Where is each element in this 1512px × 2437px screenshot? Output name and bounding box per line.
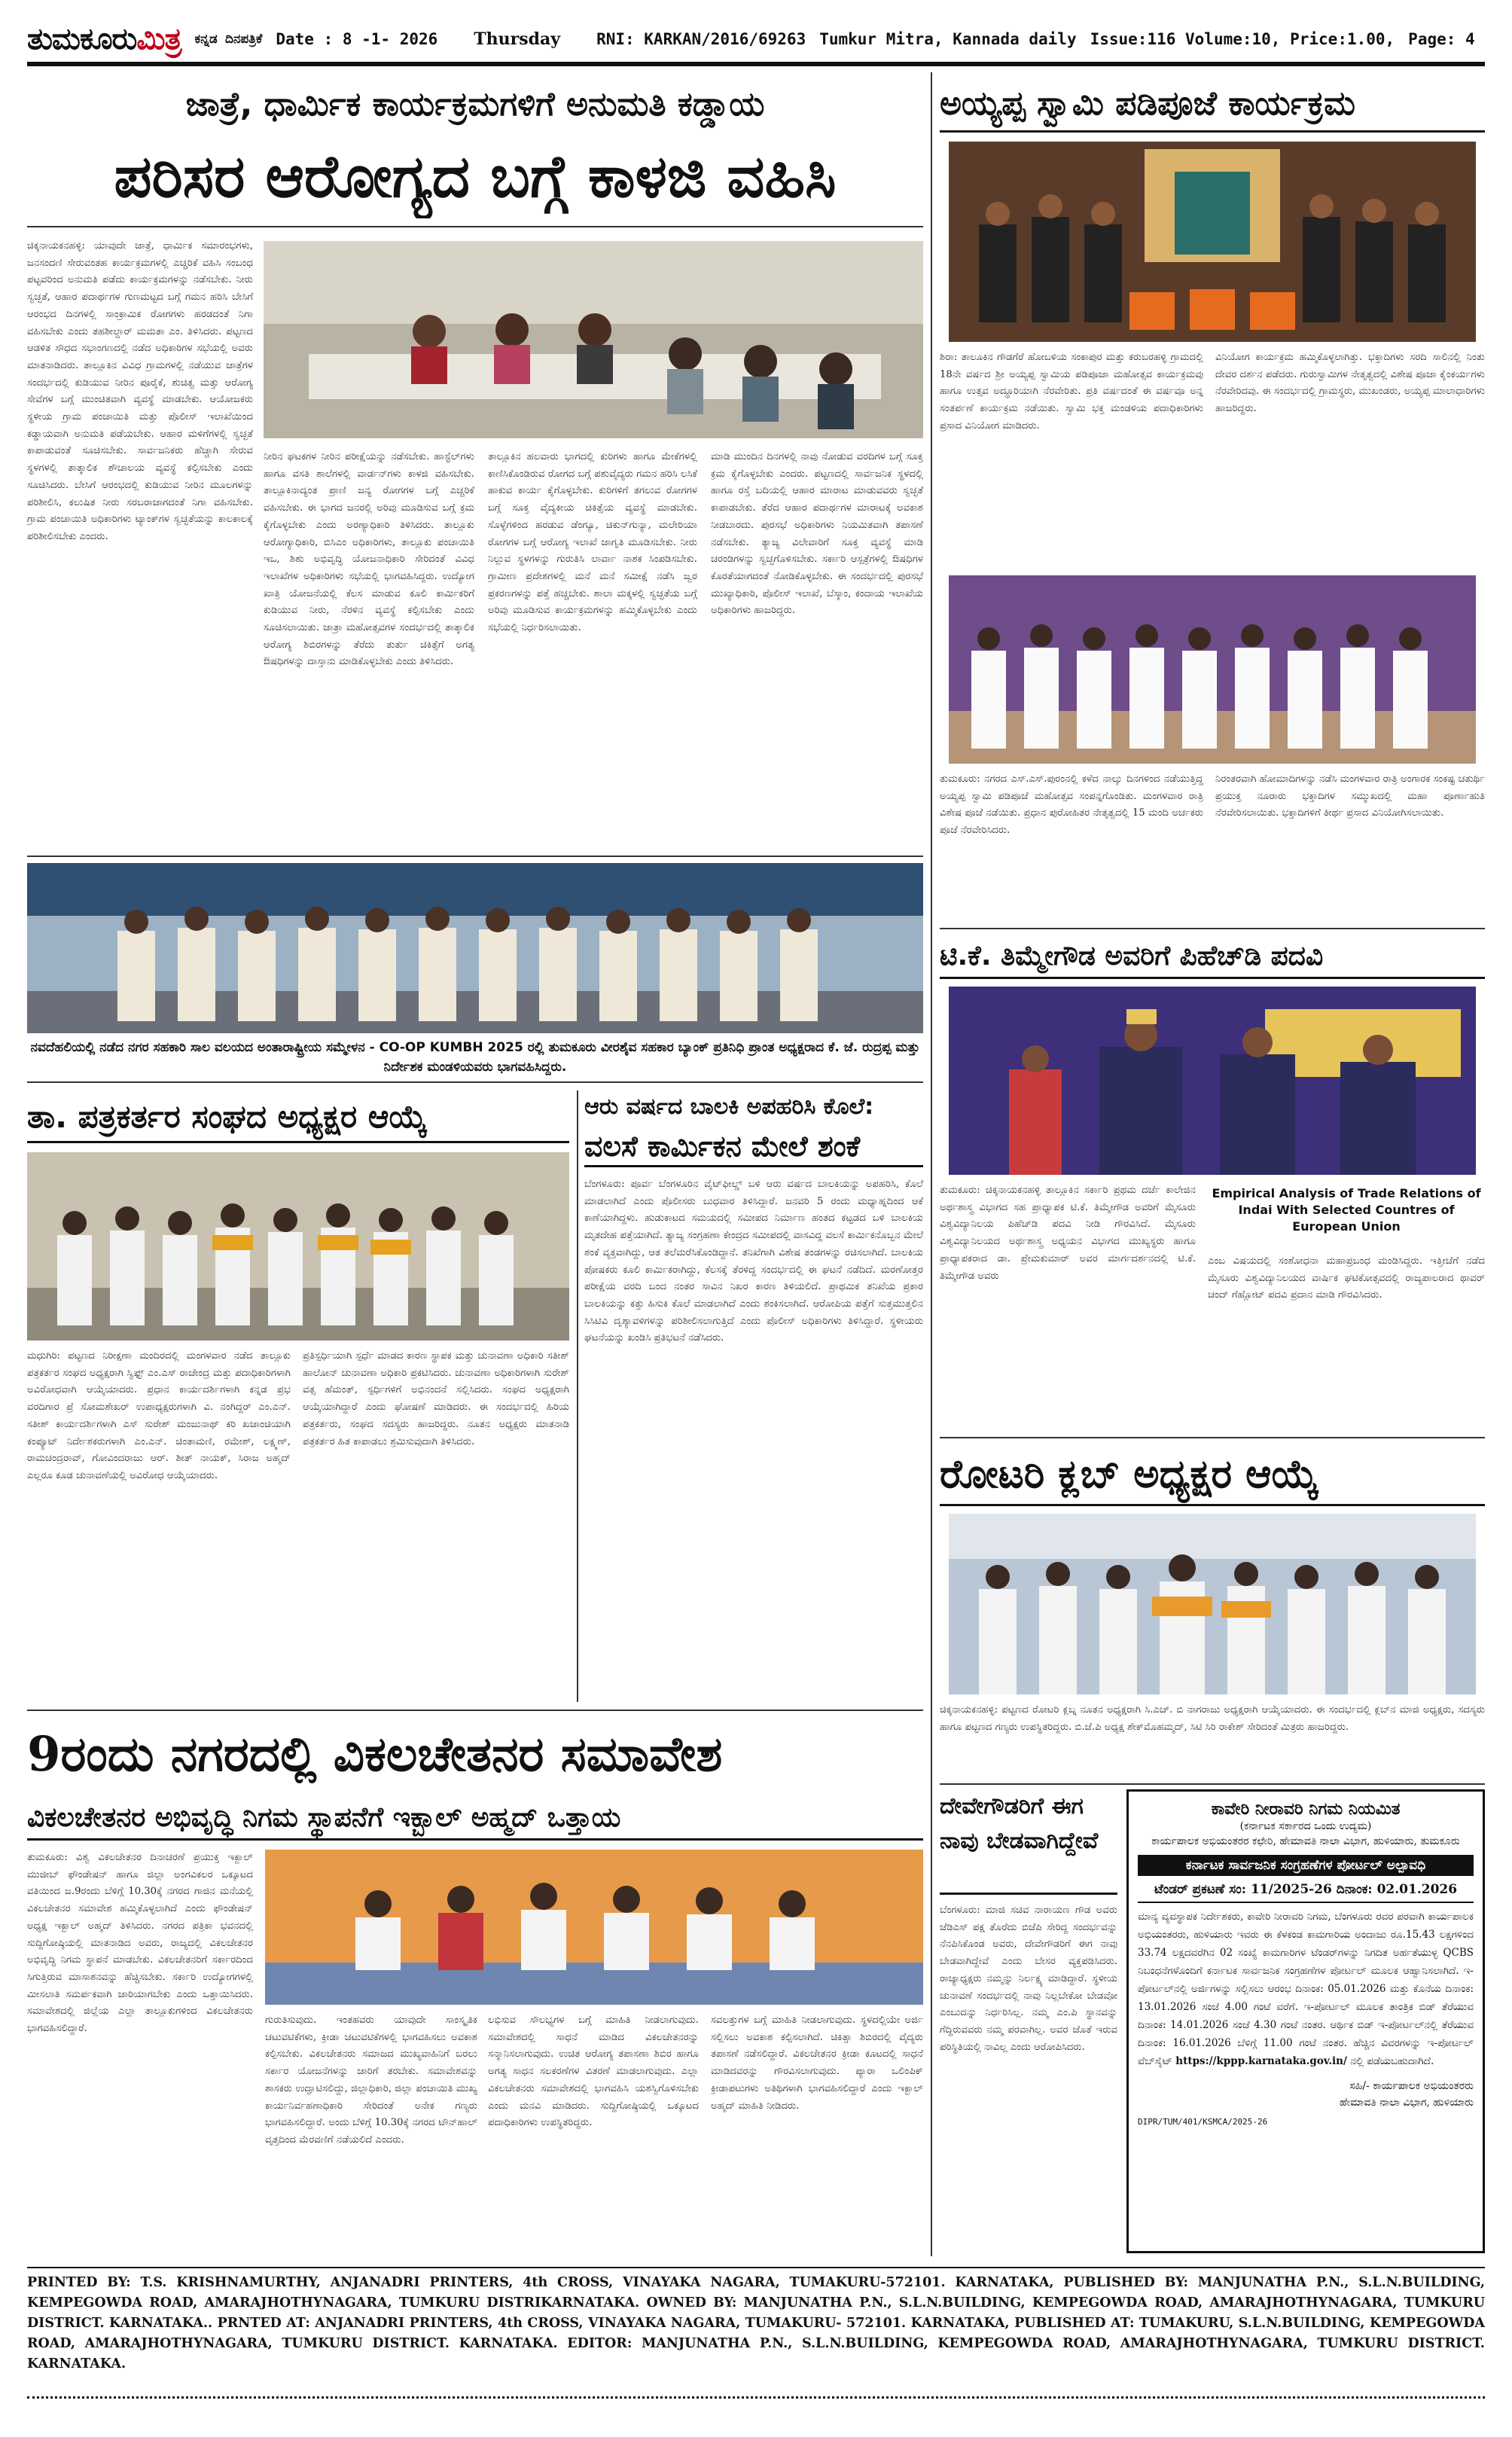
notice-subtitle-2: ಕಾರ್ಯಪಾಲಕ ಅಭಿಯಂತರರ ಕಛೇರಿ, ಹೇಮಾವತಿ ನಾಲಾ ವಿಭಾಗ, ಹುಳಿಯಾರು, ತುಮಕೂರು: [1151, 1835, 1460, 1847]
disabled-headline: 9ರಂದು ನಗರದಲ್ಲಿ ವಿಕಲಚೇತನರ ಸಮಾವೇಶ: [27, 1726, 723, 1783]
notice-tender-number: ಟೆಂಡರ್ ಪ್ರಕಟಣೆ ಸಂ: 11/2025-26 ದಿನಾಂಕ: 02.01.2026: [1138, 1882, 1474, 1903]
coop-kumbh-caption: ನವದೆಹಲಿಯಲ್ಲಿ ನಡೆದ ನಗರ ಸಹಕಾರಿ ಸಾಲ ವಲಯದ ಅಂತಾರಾಷ್ಟ್ರೀಯ ಸಮ್ಮೇಳನ - CO-OP KUMBH 2025 ರಲ್ಲಿ ತುಮಕೂರು ವೀರಶೈವ ಸಹಕಾರ ಬ್ಯಾಂಕ್ ಪ್ರತಿನಿಧಿ ಪ್ರಾಂತ ಅಧ್ಯಕ್ಷರಾದ ಕೆ. ಜೆ. ರುದ್ರಪ್ಪ ಮತ್ತು ನಿರ್ದೇಶಕ ಮಂಡಳಿಯವರು ಭಾಗವಹಿಸಿದ್ದರು.: [30, 1040, 920, 1075]
footer-dotted-rule: [27, 2396, 1485, 2399]
lead-column-2: ನೀರಿನ ಘಟಕಗಳ ನೀರಿನ ಪರೀಕ್ಷೆಯನ್ನು ನಡೆಸಬೇಕು. ಹಾಸ್ಟೆಲ್‌ಗಳು ಹಾಗೂ ವಸತಿ ಶಾಲೆಗಳಲ್ಲಿ ವಾರ್ಡನ್‌ಗಳು ಕಾಳಜಿ ವಹಿಸಬೇಕು. ತಾಲ್ಲೂಕಿನಾದ್ಯಂತ ಪ್ರಾಣಿ ಜನ್ಯ ರೋಗಗಳ ಬಗ್ಗೆ ಎಚ್ಚರಿಕೆ ವಹಿಸಬೇಕು. ಈ ಭಾಗದ ಜನರಲ್ಲಿ ಅರಿವು ಮೂಡಿಸುವ ಬಗ್ಗೆ ಕ್ರಮ ಕೈಗೊಳ್ಳಬೇಕು ಎಂದು ಅರಣ್ಯಾಧಿಕಾರಿ ತಿಳಿಸಿದರು. ತಾಲ್ಲೂಕು ಆರೋಗ್ಯಾಧಿಕಾರಿ, ಬಿಸಿಎಂ ಅಧಿಕಾರಿಗಳು, ತಾಲ್ಲೂಕು ಪಂಚಾಯಿತಿ ಇಒ, ಶಿಶು ಅಭಿವೃದ್ಧಿ ಯೋಜನಾಧಿಕಾರಿ ಸೇರಿದಂತೆ ವಿವಿಧ ಇಲಾಖೆಗಳ ಅಧಿಕಾರಿಗಳು ಸಭೆಯಲ್ಲಿ ಭಾಗವಹಿಸಿದ್ದರು. ಉದ್ಯೋಗ ಖಾತ್ರಿ ಯೋಜನೆಯಲ್ಲಿ ಕೆಲಸ ಮಾಡುವ ಕೂಲಿ ಕಾರ್ಮಿಕರಿಗೆ ಕುಡಿಯುವ ನೀರು, ನೆರಳಿನ ವ್ಯವಸ್ಥೆ ಕಲ್ಪಿಸಬೇಕು ಎಂದು ಸೂಚಿಸಲಾಯಿತು. ಜಾತ್ರಾ ಮಹೋತ್ಸವಗಳ ಸಂದರ್ಭದಲ್ಲಿ ತಾತ್ಕಾಲಿಕ ಆರೋಗ್ಯ ಶಿಬಿರಗಳನ್ನು ತೆರೆದು ತುರ್ತು ಚಿಕಿತ್ಸೆಗೆ ಅಗತ್ಯ ಔಷಧಿಗಳನ್ನು ದಾಸ್ತಾನು ಮಾಡಿಕೊಳ್ಳಬೇಕು ಎಂದು ತಿಳಿಸಿದರು.: [264, 451, 474, 668]
disabled-column-2: ಗುರುತಿಸುವುದು. ಇಂತಹವರು ಯಾವುದೇ ಸಾಂಸ್ಕೃತಿಕ ಚಟುವಟಿಕೆಗಳು, ಕ್ರೀಡಾ ಚಟುವಟಿಕೆಗಳಲ್ಲಿ ಭಾಗವಹಿಸಲು ಅವಕಾಶ ಕಲ್ಪಿಸಬೇಕು. ವಿಕಲಚೇತನರು ಸಮಾಜದ ಮುಖ್ಯವಾಹಿನಿಗೆ ಬರಲು ಸರ್ಕಾರ ಯೋಜನೆಗಳನ್ನು ಜಾರಿಗೆ ತರಬೇಕು. ಸಮಾವೇಶವನ್ನು ಶಾಸಕರು ಉದ್ಘಾಟಿಸಲಿದ್ದು, ಜಿಲ್ಲಾಧಿಕಾರಿ, ಜಿಲ್ಲಾ ಪಂಚಾಯಿತಿ ಮುಖ್ಯ ಕಾರ್ಯನಿರ್ವಹಣಾಧಿಕಾರಿ ಸೇರಿದಂತೆ ಅನೇಕ ಗಣ್ಯರು ಭಾಗವಹಿಸಲಿದ್ದಾರೆ. ಅಂದು ಬೆಳಿಗ್ಗೆ 10.30ಕ್ಕೆ ನಗರದ ಟೌನ್‌ಹಾಲ್ ವೃತ್ತದಿಂದ ಮೆರವಣಿಗೆ ನಡೆಯಲಿದೆ ಎಂದರು.: [265, 2015, 477, 2146]
lead-column-4: ಮಾಡಿ ಮುಂದಿನ ದಿನಗಳಲ್ಲಿ ನಾವು ನೋಡುವ ವರದಿಗಳ ಬಗ್ಗೆ ಸೂಕ್ತ ಕ್ರಮ ಕೈಗೊಳ್ಳಬೇಕು ಎಂದರು. ಪಟ್ಟಣದಲ್ಲಿ ಸಾರ್ವಜನಿಕ ಸ್ಥಳದಲ್ಲಿ ಹಾಗೂ ರಸ್ತೆ ಬದಿಯಲ್ಲಿ ಆಹಾರ ಮಾರಾಟ ಮಾಡುವವರು ಸ್ವಚ್ಛತೆ ಕಾಪಾಡಬೇಕು. ತೆರೆದ ಆಹಾರ ಪದಾರ್ಥಗಳ ಮಾರಾಟಕ್ಕೆ ಅವಕಾಶ ನೀಡಬಾರದು. ಪುರಸಭೆ ಅಧಿಕಾರಿಗಳು ನಿಯಮಿತವಾಗಿ ತಪಾಸಣೆ ನಡೆಸಬೇಕು. ತ್ಯಾಜ್ಯ ವಿಲೇವಾರಿಗೆ ಸೂಕ್ತ ವ್ಯವಸ್ಥೆ ಮಾಡಿ ಚರಂಡಿಗಳನ್ನು ಸ್ವಚ್ಛಗೊಳಿಸಬೇಕು. ಸರ್ಕಾರಿ ಆಸ್ಪತ್ರೆಗಳಲ್ಲಿ ಔಷಧಿಗಳ ಕೊರತೆಯಾಗದಂತೆ ನೋಡಿಕೊಳ್ಳಬೇಕು. ಈ ಸಂದರ್ಭದಲ್ಲಿ ಪುರಸಭೆ ಮುಖ್ಯಾಧಿಕಾರಿ, ಪೊಲೀಸ್ ಇಲಾಖೆ, ಬೆಸ್ಕಾಂ, ಕಂದಾಯ ಇಲಾಖೆಯ ಅಧಿಕಾರಿಗಳು ಹಾಜರಿದ್ದರು.: [711, 451, 923, 617]
phd-top-rule: [940, 928, 1485, 929]
tender-notice: [1126, 1789, 1485, 2253]
devegowda-top-rule: [940, 1783, 1485, 1785]
kidnap-headline-2: ವಲಸೆ ಕಾರ್ಮಿಕನ ಮೇಲೆ ಶಂಕೆ: [584, 1125, 923, 1167]
lead-column-1: ಚಿಕ್ಕನಾಯಕನಹಳ್ಳಿ: ಯಾವುದೇ ಜಾತ್ರೆ, ಧಾರ್ಮಿಕ ಸಮಾರಂಭಗಳು, ಜನಸಂದಣಿ ಸೇರುವಂತಹ ಕಾರ್ಯಕ್ರಮಗಳಲ್ಲಿ ಎಚ್ಚರಿಕೆ ವಹಿಸಿ ಸಂಬಂಧ ಪಟ್ಟವರಿಂದ ಅನುಮತಿ ಪಡೆದು ಕಾರ್ಯಕ್ರಮಗಳನ್ನು ನಡೆಸಬೇಕು. ನೀರು ಸ್ವಚ್ಛತೆ, ಆಹಾರ ಪದಾರ್ಥಗಳ ಗುಣಮಟ್ಟದ ಬಗ್ಗೆ ಗಮನ ಹರಿಸಿ ಬೇಸಿಗೆ ಆರಂಭದ ದಿನಗಳಲ್ಲಿ ಸಾಂಕ್ರಾಮಿಕ ರೋಗಗಳು ಹರಡದಂತೆ ನಿಗಾ ವಹಿಸಬೇಕು ಎಂದು ತಹಶೀಲ್ದಾರ್ ಮಮತಾ ಎಂ. ತಿಳಿಸಿದರು. ಪಟ್ಟಣದ ಆಡಳಿತ ಸೌಧದ ಸಭಾಂಗಣದಲ್ಲಿ ನಡೆದ ಅಧಿಕಾರಿಗಳ ಸಭೆಯಲ್ಲಿ ಅವರು ಮಾತನಾಡಿದರು. ತಾಲ್ಲೂಕಿನ ವಿವಿಧ ಗ್ರಾಮಗಳಲ್ಲಿ ನಡೆಯುವ ಜಾತ್ರೆಗಳ ಸಂದರ್ಭದಲ್ಲಿ ಕುಡಿಯುವ ನೀರಿನ ಪೂರೈಕೆ, ಶುಚಿತ್ವ ಮತ್ತು ಆರೋಗ್ಯ ಸೇವೆಗಳ ಬಗ್ಗೆ ಮುಂಚಿತವಾಗಿ ವ್ಯವಸ್ಥೆ ಮಾಡಬೇಕು. ಆಯೋಜಕರು ಸ್ಥಳೀಯ ಗ್ರಾಮ ಪಂಚಾಯಿತಿ ಮತ್ತು ಪೊಲೀಸ್ ಇಲಾಖೆಯಿಂದ ಕಡ್ಡಾಯವಾಗಿ ಅನುಮತಿ ಪಡೆಯಬೇಕು. ಆಹಾರ ಮಳಿಗೆಗಳಲ್ಲಿ ಸ್ವಚ್ಛತೆ ಕಾಪಾಡುವಂತೆ ಸೂಚಿಸಬೇಕು. ಸಾರ್ವಜನಿಕರು ಹೆಚ್ಚಾಗಿ ಸೇರುವ ಸ್ಥಳಗಳಲ್ಲಿ ತಾತ್ಕಾಲಿಕ ಶೌಚಾಲಯ ವ್ಯವಸ್ಥೆ ಕಲ್ಪಿಸಬೇಕು ಎಂದು ಸೂಚಿಸಿದರು. ಬೇಸಿಗೆ ಆರಂಭದಲ್ಲಿ ಕುಡಿಯುವ ನೀರಿನ ಮೂಲಗಳನ್ನು ಪರಿಶೀಲಿಸಿ, ಕಲುಷಿತ ನೀರು ಸರಬರಾಜಾಗದಂತೆ ನಿಗಾ ವಹಿಸಬೇಕು. ಗ್ರಾಮ ಪಂಚಾಯಿತಿ ಅಧಿಕಾರಿಗಳು ಟ್ಯಾಂಕ್‌ಗಳ ಸ್ವಚ್ಛತೆಯನ್ನು ಕಾಲಕಾಲಕ್ಕೆ ಪರಿಶೀಲಿಸಬೇಕು ಎಂದರು.: [27, 240, 253, 542]
rotary-headline: ರೋಟರಿ ಕ್ಲಬ್ ಅಧ್ಯಕ್ಷರ ಆಯ್ಕೆ: [940, 1443, 1485, 1506]
disabled-subhead: ವಿಕಲಚೇತನರ ಅಭಿವೃದ್ಧಿ ನಿಗಮ ಸ್ಥಾಪನೆಗೆ ಇಕ್ಬಾಲ್ ಅಹ್ಮದ್ ಒತ್ತಾಯ: [27, 1795, 923, 1841]
rotary-photo: [949, 1514, 1476, 1694]
journalists-divider: [577, 1090, 578, 1702]
imprint-footer: PRINTED BY: T.S. KRISHNAMURTHY, ANJANADRI PRINTERS, 4th CROSS, VINAYAKA NAGARA, TUMAKURU-572101. KARNATAKA, PUBLISHED BY: MANJUNATHA P.N., S.L.N.BUILDING, KEMPEGOWDA ROAD, AMARAJHOTHYNAGARA, TUMKURU DISTRIKARNATAKA. OWNED BY: MANJUNATHA P.N., S.L.N.BUILDING, KEMPEGOWDA ROAD, AMARAJHOTHYNAGARA, TUMKURU DISTRICT. KARNATAKA.. PRNTED AT: ANJANADRI PRINTERS, 4th CROSS, VINAYAKA NAGARA, TUMAKURU- 572101. KARNATAKA, PUBLISHED AT: TUMAKURU, S.L.N.BUILDING, KEMPEGOWDA ROAD, AMARAJHOTHYNAGARA, TUMKURU DISTRICT. KARNATAKA. EDITOR: MANJUNATHA P.N., S.L.N.BUILDING, KEMPEGOWDA ROAD, AMARAJHOTHYNAGARA, TUMKURU DISTRICT. KARNATAKA.: [27, 2267, 1485, 2374]
notice-title: ಕಾವೇರಿ ನೀರಾವರಿ ನಿಗಮ ನಿಯಮಿತ: [1211, 1799, 1401, 1819]
masthead-paper-name: Tumkur Mitra, Kannada daily: [819, 30, 1077, 48]
lead-meeting-photo: [264, 241, 923, 438]
notice-signature: ಸಹಿ/- ಕಾರ್ಯಪಾಲಕ ಅಭಿಯಂತರರು ಹೇಮಾವತಿ ನಾಲಾ ವಿಭಾಗ, ಹುಳಿಯಾರು: [1339, 2080, 1474, 2109]
kidnap-headline-1: ಆರು ವರ್ಷದ ಬಾಲಕಿ ಅಪಹರಿಸಿ ಕೊಲೆ:: [584, 1093, 874, 1120]
ayyappa-column-4: ನಿರಂತರವಾಗಿ ಹೋಮಾದಿಗಳನ್ನು ನಡೆಸಿ ಮಂಗಳವಾರ ರಾತ್ರಿ ಅಂಗಾರಕ ಸಂಕಷ್ಟ ಚತುರ್ಥಿ ಪ್ರಯುಕ್ತ ನೂರಾರು ಭಕ್ತಾದಿಗಳ ಸಮ್ಮುಖದಲ್ಲಿ ಮಹಾ ಪೂರ್ಣಾಹುತಿ ನೆರವೇರಿಸಲಾಯಿತು. ಭಕ್ತಾದಿಗಳಿಗೆ ತೀರ್ಥ ಪ್ರಸಾದ ವಿನಿಯೋಗಿಸಲಾಯಿತು.: [1215, 773, 1485, 819]
coop-kumbh-photo: [27, 863, 923, 1033]
disabled-column-1: ತುಮಕೂರು: ವಿಶ್ವ ವಿಕಲಚೇತನರ ದಿನಾಚರಣೆ ಪ್ರಯುಕ್ತ ಇಕ್ಬಾಲ್ ಮುಜೀಬ್ ಫೌಂಡೇಷನ್ ಹಾಗೂ ಜಿಲ್ಲಾ ಅಂಗವಿಕಲರ ಒಕ್ಕೂಟದ ವತಿಯಿಂದ ಜ.9ರಂದು ಬೆಳಿಗ್ಗೆ 10.30ಕ್ಕೆ ನಗರದ ಗಾಜಿನ ಮನೆಯಲ್ಲಿ ವಿಕಲಚೇತನರ ಸಮಾವೇಶ ಹಮ್ಮಿಕೊಳ್ಳಲಾಗಿದೆ ಎಂದು ಫೌಂಡೇಷನ್ ಅಧ್ಯಕ್ಷ ಇಕ್ಬಾಲ್ ಅಹ್ಮದ್ ತಿಳಿಸಿದರು. ನಗರದ ಪತ್ರಿಕಾ ಭವನದಲ್ಲಿ ಸುದ್ದಿಗೋಷ್ಠಿಯಲ್ಲಿ ಮಾತನಾಡಿದ ಅವರು, ರಾಜ್ಯದಲ್ಲಿ ವಿಕಲಚೇತನರ ಅಭಿವೃದ್ಧಿ ನಿಗಮ ಸ್ಥಾಪನೆ ಮಾಡಬೇಕು. ವಿಕಲಚೇತನರಿಗೆ ಸರ್ಕಾರದಿಂದ ಸಿಗುತ್ತಿರುವ ಮಾಸಾಶನವನ್ನು ಹೆಚ್ಚಿಸಬೇಕು. ಸರ್ಕಾರಿ ಉದ್ಯೋಗಗಳಲ್ಲಿ ಮೀಸಲಾತಿ ಸಮರ್ಪಕವಾಗಿ ಜಾರಿಯಾಗಬೇಕು ಎಂದು ಒತ್ತಾಯಿಸಿದರು. ಸಮಾವೇಶದಲ್ಲಿ ಜಿಲ್ಲೆಯ ಎಲ್ಲಾ ತಾಲ್ಲೂಕುಗಳಿಂದ ವಿಕಲಚೇತನರು ಭಾಗವಹಿಸಲಿದ್ದಾರೆ.: [27, 1852, 253, 2035]
ayyappa-group-photo: [949, 142, 1476, 342]
main-column-divider: [931, 72, 932, 2256]
phd-thesis-title: Empirical Analysis of Trade Relations of Indai With Selected Countres of European Union: [1212, 1186, 1481, 1234]
lead-rule: [27, 226, 923, 227]
lead-kicker: ಜಾತ್ರೆ, ಧಾರ್ಮಿಕ ಕಾರ್ಯಕ್ರಮಗಳಿಗೆ ಅನುಮತಿ ಕಡ್ಡಾಯ: [185, 85, 765, 124]
devegowda-headline: ದೇವೇಗೌಡರಿಗೆ ಈಗ ನಾವು ಬೇಡವಾಗಿದ್ದೇವೆ: [940, 1789, 1117, 1895]
rotary-top-rule: [940, 1437, 1485, 1438]
masthead-logo: ತುಮಕೂರುಮಿತ್ರ: [27, 22, 181, 56]
disabled-press-photo: [265, 1850, 923, 2005]
masthead: [27, 17, 1485, 66]
phd-body: ತುಮಕೂರು: ಚಿಕ್ಕನಾಯಕನಹಳ್ಳಿ ತಾಲ್ಲೂಕಿನ ಸರ್ಕಾರಿ ಪ್ರಥಮ ದರ್ಜೆ ಕಾಲೇಜಿನ ಅರ್ಥಶಾಸ್ತ್ರ ವಿಭಾಗದ ಸಹ ಪ್ರಾಧ್ಯಾಪಕ ಟಿ.ಕೆ. ತಿಮ್ಮೇಗೌಡ ಅವರಿಗೆ ಮೈಸೂರು ವಿಶ್ವವಿದ್ಯಾನಿಲಯ ಪಿಹೆಚ್‌ಡಿ ಪದವಿ ನೀಡಿ ಗೌರವಿಸಿದೆ. ಮೈಸೂರು ವಿಶ್ವವಿದ್ಯಾನಿಲಯದ ಅರ್ಥಶಾಸ್ತ್ರ ಅಧ್ಯಯನ ವಿಭಾಗದ ಮುಖ್ಯಸ್ಥರು ಹಾಗೂ ಪ್ರಾಧ್ಯಾಪಕರಾದ ಡಾ. ಪ್ರೇಮಕುಮಾರ್ ಅವರ ಮಾರ್ಗದರ್ಶನದಲ್ಲಿ ಟಿ.ಕೆ. ತಿಮ್ಮೇಗೌಡ ಅವರು: [940, 1185, 1196, 1282]
journalists-photo: [27, 1152, 569, 1341]
ayyappa-column-2: ವಿನಿಯೋಗ ಕಾರ್ಯಕ್ರಮ ಹಮ್ಮಿಕೊಳ್ಳಲಾಗಿತ್ತು. ಭಕ್ತಾದಿಗಳು ಸರದಿ ಸಾಲಿನಲ್ಲಿ ನಿಂತು ದೇವರ ದರ್ಶನ ಪಡೆದರು. ಗುರುಸ್ವಾಮಿಗಳ ನೇತೃತ್ವದಲ್ಲಿ ವಿಶೇಷ ಪೂಜಾ ಕೈಂಕರ್ಯಗಳು ನೆರವೇರಿದವು. ಈ ಸಂದರ್ಭದಲ್ಲಿ ಗ್ರಾಮಸ್ಥರು, ಮುಖಂಡರು, ಅಯ್ಯಪ್ಪ ಮಾಲಾಧಾರಿಗಳು ಹಾಜರಿದ್ದರು.: [1215, 352, 1485, 415]
phd-body-2: ಎಂಬ ವಿಷಯದಲ್ಲಿ ಸಂಶೋಧನಾ ಮಹಾಪ್ರಬಂಧ ಮಂಡಿಸಿದ್ದರು. ಇತ್ತೀಚೆಗೆ ನಡೆದ ಮೈಸೂರು ವಿಶ್ವವಿದ್ಯಾನಿಲಯದ ವಾರ್ಷಿಕ ಘಟಿಕೋತ್ಸವದಲ್ಲಿ ರಾಜ್ಯಪಾಲರಾದ ಥಾವರ್ ಚಂದ್ ಗೆಹ್ಲೋಟ್ ಪದವಿ ಪ್ರದಾನ ಮಾಡಿ ಗೌರವಿಸಿದರು.: [1208, 1255, 1485, 1301]
lead-headline: ಪರಿಸರ ಆರೋಗ್ಯದ ಬಗ್ಗೆ ಕಾಳಜಿ ವಹಿಸಿ: [114, 142, 837, 211]
coop-rule: [27, 1081, 923, 1083]
devegowda-body: ಬೆಂಗಳೂರು: ಮಾಜಿ ಸಚಿವ ನಾರಾಯಣ ಗೌಡ ಅವರು ಜೆಡಿಎಸ್ ಪಕ್ಷ ತೊರೆದು ಬಿಜೆಪಿ ಸೇರಿದ್ದ ಸಂದರ್ಭವನ್ನು ನೆನಪಿಸಿಕೊಂಡ ಅವರು, ದೇವೇಗೌಡರಿಗೆ ಈಗ ನಾವು ಬೇಡವಾಗಿದ್ದೇವೆ ಎಂದು ಬೇಸರ ವ್ಯಕ್ತಪಡಿಸಿದರು. ರಾಜ್ಯಾಧ್ಯಕ್ಷರು ನಮ್ಮನ್ನು ನಿರ್ಲಕ್ಷ್ಯ ಮಾಡಿದ್ದಾರೆ. ಸ್ಥಳೀಯ ಚುನಾವಣೆ ಸಂದರ್ಭದಲ್ಲಿ ನಾವು ನಿಲ್ಲಬೇಕೋ ಬೇಡವೋ ಎಂಬುದನ್ನು ನಿರ್ಧರಿಸಿಲ್ಲ. ನಮ್ಮ ಎಂ.ಪಿ ಸ್ಥಾನವನ್ನು ಗೆದ್ದಿರುವವರು ನಮ್ಮ ಪರವಾಗಿಲ್ಲ. ಅವರ ಜೊತೆ ಇರುವ ಪರಿಸ್ಥಿತಿಯಲ್ಲಿ ನಾವಿಲ್ಲ ಎಂದು ಆರೋಪಿಸಿದರು.: [940, 1905, 1117, 2053]
disabled-column-3: ಲಭಿಸುವ ಸೌಲಭ್ಯಗಳ ಬಗ್ಗೆ ಮಾಹಿತಿ ನೀಡಲಾಗುವುದು. ಸಮಾವೇಶದಲ್ಲಿ ಸಾಧನೆ ಮಾಡಿದ ವಿಕಲಚೇತನರನ್ನು ಸನ್ಮಾನಿಸಲಾಗುವುದು. ಉಚಿತ ಆರೋಗ್ಯ ತಪಾಸಣಾ ಶಿಬಿರ ಹಾಗೂ ಅಗತ್ಯ ಸಾಧನ ಸಲಕರಣೆಗಳ ವಿತರಣೆ ಮಾಡಲಾಗುವುದು. ಎಲ್ಲಾ ವಿಕಲಚೇತನರು ಸಮಾವೇಶದಲ್ಲಿ ಭಾಗವಹಿಸಿ ಯಶಸ್ವಿಗೊಳಿಸಬೇಕು ಎಂದು ಮನವಿ ಮಾಡಿದರು. ಸುದ್ದಿಗೋಷ್ಠಿಯಲ್ಲಿ ಒಕ್ಕೂಟದ ಪದಾಧಿಕಾರಿಗಳು ಉಪಸ್ಥಿತರಿದ್ದರು.: [488, 2015, 699, 2129]
notice-url: https://kppp.karnataka.gov.in/: [1175, 2055, 1347, 2067]
ayyappa-column-3: ತುಮಕೂರು: ನಗರದ ಎಸ್.ಎಸ್.ಪುರಂನಲ್ಲಿ ಕಳೆದ ನಾಲ್ಕು ದಿನಗಳಿಂದ ನಡೆಯುತ್ತಿದ್ದ ಅಯ್ಯಪ್ಪ ಸ್ವಾಮಿ ಪಡಿಪೂಜೆ ಮಹೋತ್ಸವ ಸಂಪನ್ನಗೊಂಡಿತು. ಮಂಗಳವಾರ ರಾತ್ರಿ ವಿಶೇಷ ಪೂಜೆ ನಡೆಯಿತು. ಪ್ರಧಾನ ಪುರೋಹಿತರ ನೇತೃತ್ವದಲ್ಲಿ 15 ಮಂದಿ ಅರ್ಚಕರು ಪೂಜೆ ನೆರವೇರಿಸಿದರು.: [940, 773, 1203, 837]
phd-convocation-photo: [949, 987, 1476, 1175]
masthead-rni: RNI: KARKAN/2016/69263: [596, 30, 806, 48]
ayyappa-column-1: ಶಿರಾ: ತಾಲೂಕಿನ ಗೌಡಗೆರೆ ಹೋಬಳಿಯ ಸಂಕಾಪುರ ಮತ್ತು ಕರುಬರಹಳ್ಳಿ ಗ್ರಾಮದಲ್ಲಿ 18ನೇ ವರ್ಷದ ಶ್ರೀ ಅಯ್ಯಪ್ಪ ಸ್ವಾಮಿಯ ಪಡಿಪೂಜಾ ಮಹೋತ್ಸವ ಕಾರ್ಯಕ್ರಮವು ಹಾಗೂ ಉತ್ಸವ ಅದ್ಧೂರಿಯಾಗಿ ನೆರವೇರಿತು. ಪ್ರತಿ ವರ್ಷದಂತೆ ಈ ವರ್ಷವೂ ಅನ್ನ ಸಂತರ್ಪಣೆ ಕಾರ್ಯಕ್ರಮ ನಡೆಯಿತು. ಸ್ವಾಮಿ ಭಕ್ತ ಮಂಡಳಿಯ ಪದಾಧಿಕಾರಿಗಳು ಪ್ರಸಾದ ವಿನಿಯೋಗ ಮಾಡಿದರು.: [940, 352, 1203, 432]
rotary-body: ಚಿಕ್ಕನಾಯಕನಹಳ್ಳಿ: ಪಟ್ಟಣದ ರೋಟರಿ ಕ್ಲಬ್ನ ನೂತನ ಅಧ್ಯಕ್ಷರಾಗಿ ಸಿ.ಎಚ್. ಬಿ ನಾಗರಾಜು ಅಧ್ಯಕ್ಷರಾಗಿ ಆಯ್ಕೆಯಾದರು. ಈ ಸಂದರ್ಭದಲ್ಲಿ ಕ್ಲಬ್‌ನ ಮಾಜಿ ಅಧ್ಯಕ್ಷರು, ಸದಸ್ಯರು ಹಾಗೂ ಪಟ್ಟಣದ ಗಣ್ಯರು ಉಪಸ್ಥಿತರಿದ್ದರು. ಬಿ.ಜೆ.ಪಿ ಅಧ್ಯಕ್ಷ ಶೇಕ್‌ಮೊಹಮ್ಮದ್, ಸಿಟಿ ಸಿರಿ ರಾಕೇಶ್ ಸೇರಿದಂತೆ ಮಿತ್ರರು ಹಾಜರಿದ್ದರು.: [940, 1704, 1485, 1733]
masthead-page-number: Page: 4: [1408, 30, 1475, 48]
lead-bottom-rule: [27, 856, 923, 857]
journalists-headline: ತಾ. ಪತ್ರಕರ್ತರ ಸಂಘದ ಅಧ್ಯಕ್ಷರ ಆಯ್ಕೆ: [27, 1090, 569, 1143]
lead-column-3: ತಾಲ್ಲೂಕಿನ ಹಲವಾರು ಭಾಗದಲ್ಲಿ ಕುರಿಗಳು ಹಾಗೂ ಮೇಕೆಗಳಲ್ಲಿ ಕಾಣಿಸಿಕೊಂಡಿರುವ ರೋಗದ ಬಗ್ಗೆ ಪಶುವೈದ್ಯರು ಗಮನ ಹರಿಸಿ ಲಸಿಕೆ ಹಾಕುವ ಕಾರ್ಯ ಕೈಗೊಳ್ಳಬೇಕು. ಕುರಿಗಳಿಗೆ ತಗಲುವ ರೋಗಗಳ ಬಗ್ಗೆ ಸೂಕ್ತ ವೈದ್ಯಕೀಯ ಚಿಕಿತ್ಸೆಯ ವ್ಯವಸ್ಥೆ ಮಾಡಬೇಕು. ಸೊಳ್ಳೆಗಳಿಂದ ಹರಡುವ ಡೆಂಗ್ಯೂ, ಚಿಕುನ್‌ಗುನ್ಯಾ, ಮಲೇರಿಯಾ ರೋಗಗಳ ಬಗ್ಗೆ ಆರೋಗ್ಯ ಇಲಾಖೆ ಜಾಗೃತಿ ಮೂಡಿಸಬೇಕು. ನೀರು ನಿಲ್ಲುವ ಸ್ಥಳಗಳನ್ನು ಗುರುತಿಸಿ ಲಾರ್ವಾ ನಾಶಕ ಸಿಂಪಡಿಸಬೇಕು. ಗ್ರಾಮೀಣ ಪ್ರದೇಶಗಳಲ್ಲಿ ಮನೆ ಮನೆ ಸಮೀಕ್ಷೆ ನಡೆಸಿ ಜ್ವರ ಪ್ರಕರಣಗಳನ್ನು ಪತ್ತೆ ಹಚ್ಚಬೇಕು. ಶಾಲಾ ಮಕ್ಕಳಲ್ಲಿ ಸ್ವಚ್ಛತೆಯ ಬಗ್ಗೆ ಅರಿವು ಮೂಡಿಸುವ ಕಾರ್ಯಕ್ರಮಗಳನ್ನು ಹಮ್ಮಿಕೊಳ್ಳಬೇಕು ಎಂದು ಸಭೆಯಲ್ಲಿ ನಿರ್ಧರಿಸಲಾಯಿತು.: [488, 451, 697, 634]
masthead-tagline: ಕನ್ನಡ ದಿನಪತ್ರಿಕೆ: [194, 32, 263, 47]
journalists-column-2: ಪ್ರತಿಸ್ಪರ್ಧಿಯಾಗಿ ಸ್ಪರ್ಧೆ ಮಾಡದ ಕಾರಣ ಸ್ಥಾಪಕ ಮತ್ತು ಚುನಾವಣಾ ಅಧಿಕಾರಿ ಸತೀಶ್ ಹಾಲೋನ್ ಚುನಾವಣಾ ಅಧಿಕಾರಿ ಪ್ರಕಟಿಸಿದರು. ಚುನಾವಣಾ ಅಧಿಕಾರಿಗಳಾಗಿ ಸುರೇಶ್ ವತ್ಸ ಹೆಮಂತ್, ಸ್ಪರ್ಧಿಗಳಿಗೆ ಅಭಿನಂದನೆ ಸಲ್ಲಿಸಿದರು. ಸಂಘದ ಅಧ್ಯಕ್ಷರಾಗಿ ಆಯ್ಕೆಯಾಗಿದ್ದಾರೆ ಎಂದು ಘೋಷಣೆ ಮಾಡಿದರು. ಈ ಸಂದರ್ಭದಲ್ಲಿ ಹಿರಿಯ ಪತ್ರಕರ್ತರು, ಸಂಘದ ಸದಸ್ಯರು ಹಾಜರಿದ್ದರು. ನೂತನ ಅಧ್ಯಕ್ಷರು ಮಾತನಾಡಿ ಪತ್ರಕರ್ತರ ಹಿತ ಕಾಪಾಡಲು ಶ್ರಮಿಸುವುದಾಗಿ ತಿಳಿಸಿದರು.: [303, 1350, 569, 1447]
kidnap-body: ಬೆಂಗಳೂರು: ಪೂರ್ವ ಬೆಂಗಳೂರಿನ ವೈಟ್‌ಫೀಲ್ಡ್ ಬಳಿ ಆರು ವರ್ಷದ ಬಾಲಕಿಯನ್ನು ಅಪಹರಿಸಿ, ಕೊಲೆ ಮಾಡಲಾಗಿದೆ ಎಂದು ಪೊಲೀಸರು ಬುಧವಾರ ತಿಳಿಸಿದ್ದಾರೆ. ಜನವರಿ 5 ರಂದು ಮಧ್ಯಾಹ್ನದಿಂದ ಆಕೆ ಕಾಣೆಯಾಗಿದ್ದಳು. ಹುಡುಕಾಟದ ಸಮಯದಲ್ಲಿ ಸಮೀಪದ ನಿರ್ಮಾಣ ಹಂತದ ಕಟ್ಟಡದ ಬಳಿ ಬಾಲಕಿಯ ಮೃತದೇಹ ಪತ್ತೆಯಾಗಿದೆ. ತ್ಯಾಜ್ಯ ಸಂಗ್ರಹಣಾ ಕೇಂದ್ರದ ಸಮೀಪದಲ್ಲಿ ವಾಸವಿದ್ದ ವಲಸೆ ಕಾರ್ಮಿಕನೊಬ್ಬನ ಮೇಲೆ ಶಂಕೆ ವ್ಯಕ್ತವಾಗಿದ್ದು, ಆತ ತಲೆಮರೆಸಿಕೊಂಡಿದ್ದಾನೆ. ತನಿಖೆಗಾಗಿ ವಿಶೇಷ ತಂಡಗಳನ್ನು ರಚಿಸಲಾಗಿದೆ. ಬಾಲಕಿಯ ಪೋಷಕರು ಕೂಲಿ ಕಾರ್ಮಿಕರಾಗಿದ್ದು, ಕೆಲಸಕ್ಕೆ ತೆರಳಿದ್ದ ಸಂದರ್ಭದಲ್ಲಿ ಈ ಘಟನೆ ನಡೆದಿದೆ. ಮರಣೋತ್ತರ ಪರೀಕ್ಷೆಯ ವರದಿ ಬಂದ ನಂತರ ಸಾವಿನ ನಿಖರ ಕಾರಣ ತಿಳಿಯಲಿದೆ. ಪ್ರಾಥಮಿಕ ತನಿಖೆಯ ಪ್ರಕಾರ ಬಾಲಕಿಯನ್ನು ಕತ್ತು ಹಿಸುಕಿ ಕೊಲೆ ಮಾಡಲಾಗಿದೆ ಎಂದು ಶಂಕಿಸಲಾಗಿದೆ. ಆರೋಪಿಯ ಪತ್ತೆಗೆ ಸುತ್ತಮುತ್ತಲಿನ ಸಿಸಿಟಿವಿ ದೃಶ್ಯಾವಳಿಗಳನ್ನು ಪರಿಶೀಲಿಸಲಾಗುತ್ತಿದೆ ಎಂದು ಪೊಲೀಸ್ ಅಧಿಕಾರಿಗಳು ತಿಳಿಸಿದ್ದಾರೆ. ಸ್ಥಳೀಯರು ಘಟನೆಯನ್ನು ಖಂಡಿಸಿ ಪ್ರತಿಭಟನೆ ನಡೆಸಿದರು.: [584, 1179, 923, 1344]
ayyappa-pooja-photo: [949, 575, 1476, 764]
journalists-column-1: ಮಧುಗಿರಿ: ಪಟ್ಟಣದ ನಿರೀಕ್ಷಣಾ ಮಂದಿರದಲ್ಲಿ ಮಂಗಳವಾರ ನಡೆದ ತಾಲ್ಲೂಕು ಪತ್ರಕರ್ತರ ಸಂಘದ ಅಧ್ಯಕ್ಷರಾಗಿ ಸ್ವಿಫ್ಟ್ ಎಂ.ಎಸ್ ರಾಜೇಂದ್ರ ಮತ್ತು ಪದಾಧಿಕಾರಿಗಳಾಗಿ ಅವಿರೋಧವಾಗಿ ಆಯ್ಕೆಯಾದರು. ಪ್ರಧಾನ ಕಾರ್ಯದರ್ಶಿಗಳಾಗಿ ಕನ್ನಡ ಪ್ರಭ ವರದಿಗಾರ ಪ್ರೆ ಸೋಮಶೇಖರ್ ಉಪಾಧ್ಯಕ್ಷರುಗಳಾಗಿ ವಿ. ನಂಗಿದ್ದರ್ ಎಂ.ಎನ್. ಸತೀಶ್ ಕಾರ್ಯದರ್ಶಿಗಳಾಗಿ ಎಸ್ ಸುರೇಶ್ ಮಂಜುನಾಥ್ ಕರಿ ಖಜಾಂಚಿಯಾಗಿ ಕಂಪ್ಯೂಟ್ ನಿರ್ದೇಶಕರುಗಳಾಗಿ ಎಂ.ಎನ್. ಚಿಂತಾಮಣಿ, ರಮೇಶ್, ಲಕ್ಷ್ಮಣ್, ರಾಮಚಂದ್ರರಾವ್, ಗೋವಿಂದರಾಜು ಆರ್. ಶೀತ್ ನಾಯಕ್, ಸಿರಾಜ ಅಹ್ಮದ್ ಎಲ್ಲರೂ ಕೂಡ ಚುನಾವಣೆಯಲ್ಲಿ ಅವಿರೋಧ ಆಯ್ಕೆಯಾದರು.: [27, 1350, 291, 1481]
notice-body: ಮಾನ್ಯ ವ್ಯವಸ್ಥಾಪಕ ನಿರ್ದೇಶಕರು, ಕಾವೇರಿ ನೀರಾವರಿ ನಿಗಮ, ಬೆಂಗಳೂರು ರವರ ಪರವಾಗಿ ಕಾರ್ಯಪಾಲಕ ಅಭಿಯಂತರರು, ಹುಳಿಯಾರು ಇವರು ಈ ಕೆಳಕಂಡ ಕಾಮಗಾರಿಯ ಅಂದಾಜು ರೂ.15.43 ಲಕ್ಷಗಳಿಂದ 33.74 ಲಕ್ಷದವರೆಗಿನ 02 ಸಂಖ್ಯೆ ಕಾಮಗಾರಿಗಳ ಟೆಂಡರ್‌ಗಳನ್ನು ನಿಗದಿತ ಅರ್ಹತೆಯುಳ್ಳ QCBS ನಿಬಂಧನೆಗಳೊಂದಿಗೆ ಕರ್ನಾಟಕ ಸಾರ್ವಜನಿಕ ಸಂಗ್ರಹಣೆಗಳ ಪೋರ್ಟಲ್ ಮೂಲಕ ಆಹ್ವಾನಿಸಲಾಗಿದೆ. ಇ-ಪೋರ್ಟಲ್‌ನಲ್ಲಿ ಅರ್ಜಿಗಳನ್ನು ಸಲ್ಲಿಸಲು ಆರಂಭ ದಿನಾಂಕ: 05.01.2026 ಮತ್ತು ಕೊನೆಯ ದಿನಾಂಕ: 13.01.2026 ಸಂಜೆ 4.00 ಗಂಟೆ ವರೆಗೆ. ಇ-ಪೋರ್ಟಲ್ ಮೂಲಕ ತಾಂತ್ರಿಕ ಬಿಡ್ ತೆರೆಯುವ ದಿನಾಂಕ: 14.01.2026 ಸಂಜೆ 4.30 ಗಂಟೆ ನಂತರ. ಆರ್ಥಿಕ ಬಿಡ್ ಇ-ಪೋರ್ಟಲ್‌ನಲ್ಲಿ ತೆರೆಯುವ ದಿನಾಂಕ: 16.01.2026 ಬೆಳಿಗ್ಗೆ 11.00 ಗಂಟೆ ನಂತರ. ಹೆಚ್ಚಿನ ವಿವರಗಳನ್ನು ಇ-ಪೋರ್ಟಲ್ ವೆಬ್‌ಸೈಟ್ https://kppp.karnataka.gov.in/ ನಲ್ಲಿ ಪಡೆಯಬಹುದಾಗಿದೆ.: [1138, 1911, 1474, 2067]
masthead-issue: Issue:116 Volume:10, Price:1.00,: [1090, 30, 1395, 48]
notice-subtitle-1: (ಕರ್ನಾಟಕ ಸರ್ಕಾರದ ಒಂದು ಉದ್ಯಮ): [1239, 1820, 1372, 1832]
disabled-column-4: ಸವಲತ್ತುಗಳ ಬಗ್ಗೆ ಮಾಹಿತಿ ನೀಡಲಾಗುವುದು. ಸ್ಥಳದಲ್ಲಿಯೇ ಅರ್ಜಿ ಸಲ್ಲಿಸಲು ಅವಕಾಶ ಕಲ್ಪಿಸಲಾಗಿದೆ. ಚಿಕಿತ್ಸಾ ಶಿಬಿರದಲ್ಲಿ ವೈದ್ಯರು ತಪಾಸಣೆ ನಡೆಸಲಿದ್ದಾರೆ. ವಿಕಲಚೇತನರ ಕ್ರೀಡಾ ಕೂಟದಲ್ಲಿ ಸಾಧನೆ ಮಾಡಿದವರನ್ನು ಗೌರವಿಸಲಾಗುವುದು. ಪ್ಯಾರಾ ಒಲಿಂಪಿಕ್ ಕ್ರೀಡಾಪಟುಗಳು ಅತಿಥಿಗಳಾಗಿ ಭಾಗವಹಿಸಲಿದ್ದಾರೆ ಎಂದು ಇಕ್ಬಾಲ್ ಅಹ್ಮದ್ ಮಾಹಿತಿ ನೀಡಿದರು.: [711, 2015, 923, 2112]
notice-dipr-code: DIPR/TUM/401/KSMCA/2025-26: [1138, 2117, 1268, 2127]
notice-bar: ಕರ್ನಾಟಕ ಸಾರ್ವಜನಿಕ ಸಂಗ್ರಹಣೆಗಳ ಪೋರ್ಟಲ್ ಅಲ್ಪಾವಧಿ: [1138, 1855, 1474, 1876]
masthead-day: Thursday: [474, 29, 561, 49]
phd-headline: ಟಿ.ಕೆ. ತಿಮ್ಮೇಗೌಡ ಅವರಿಗೆ ಪಿಹೆಚ್‌ಡಿ ಪದವಿ: [940, 934, 1485, 979]
disabled-top-rule: [27, 1710, 923, 1711]
ayyappa-headline: ಅಯ್ಯಪ್ಪ ಸ್ವಾಮಿ ಪಡಿಪೂಜೆ ಕಾರ್ಯಕ್ರಮ: [940, 75, 1485, 133]
masthead-date: Date : 8 -1- 2026: [276, 30, 438, 48]
